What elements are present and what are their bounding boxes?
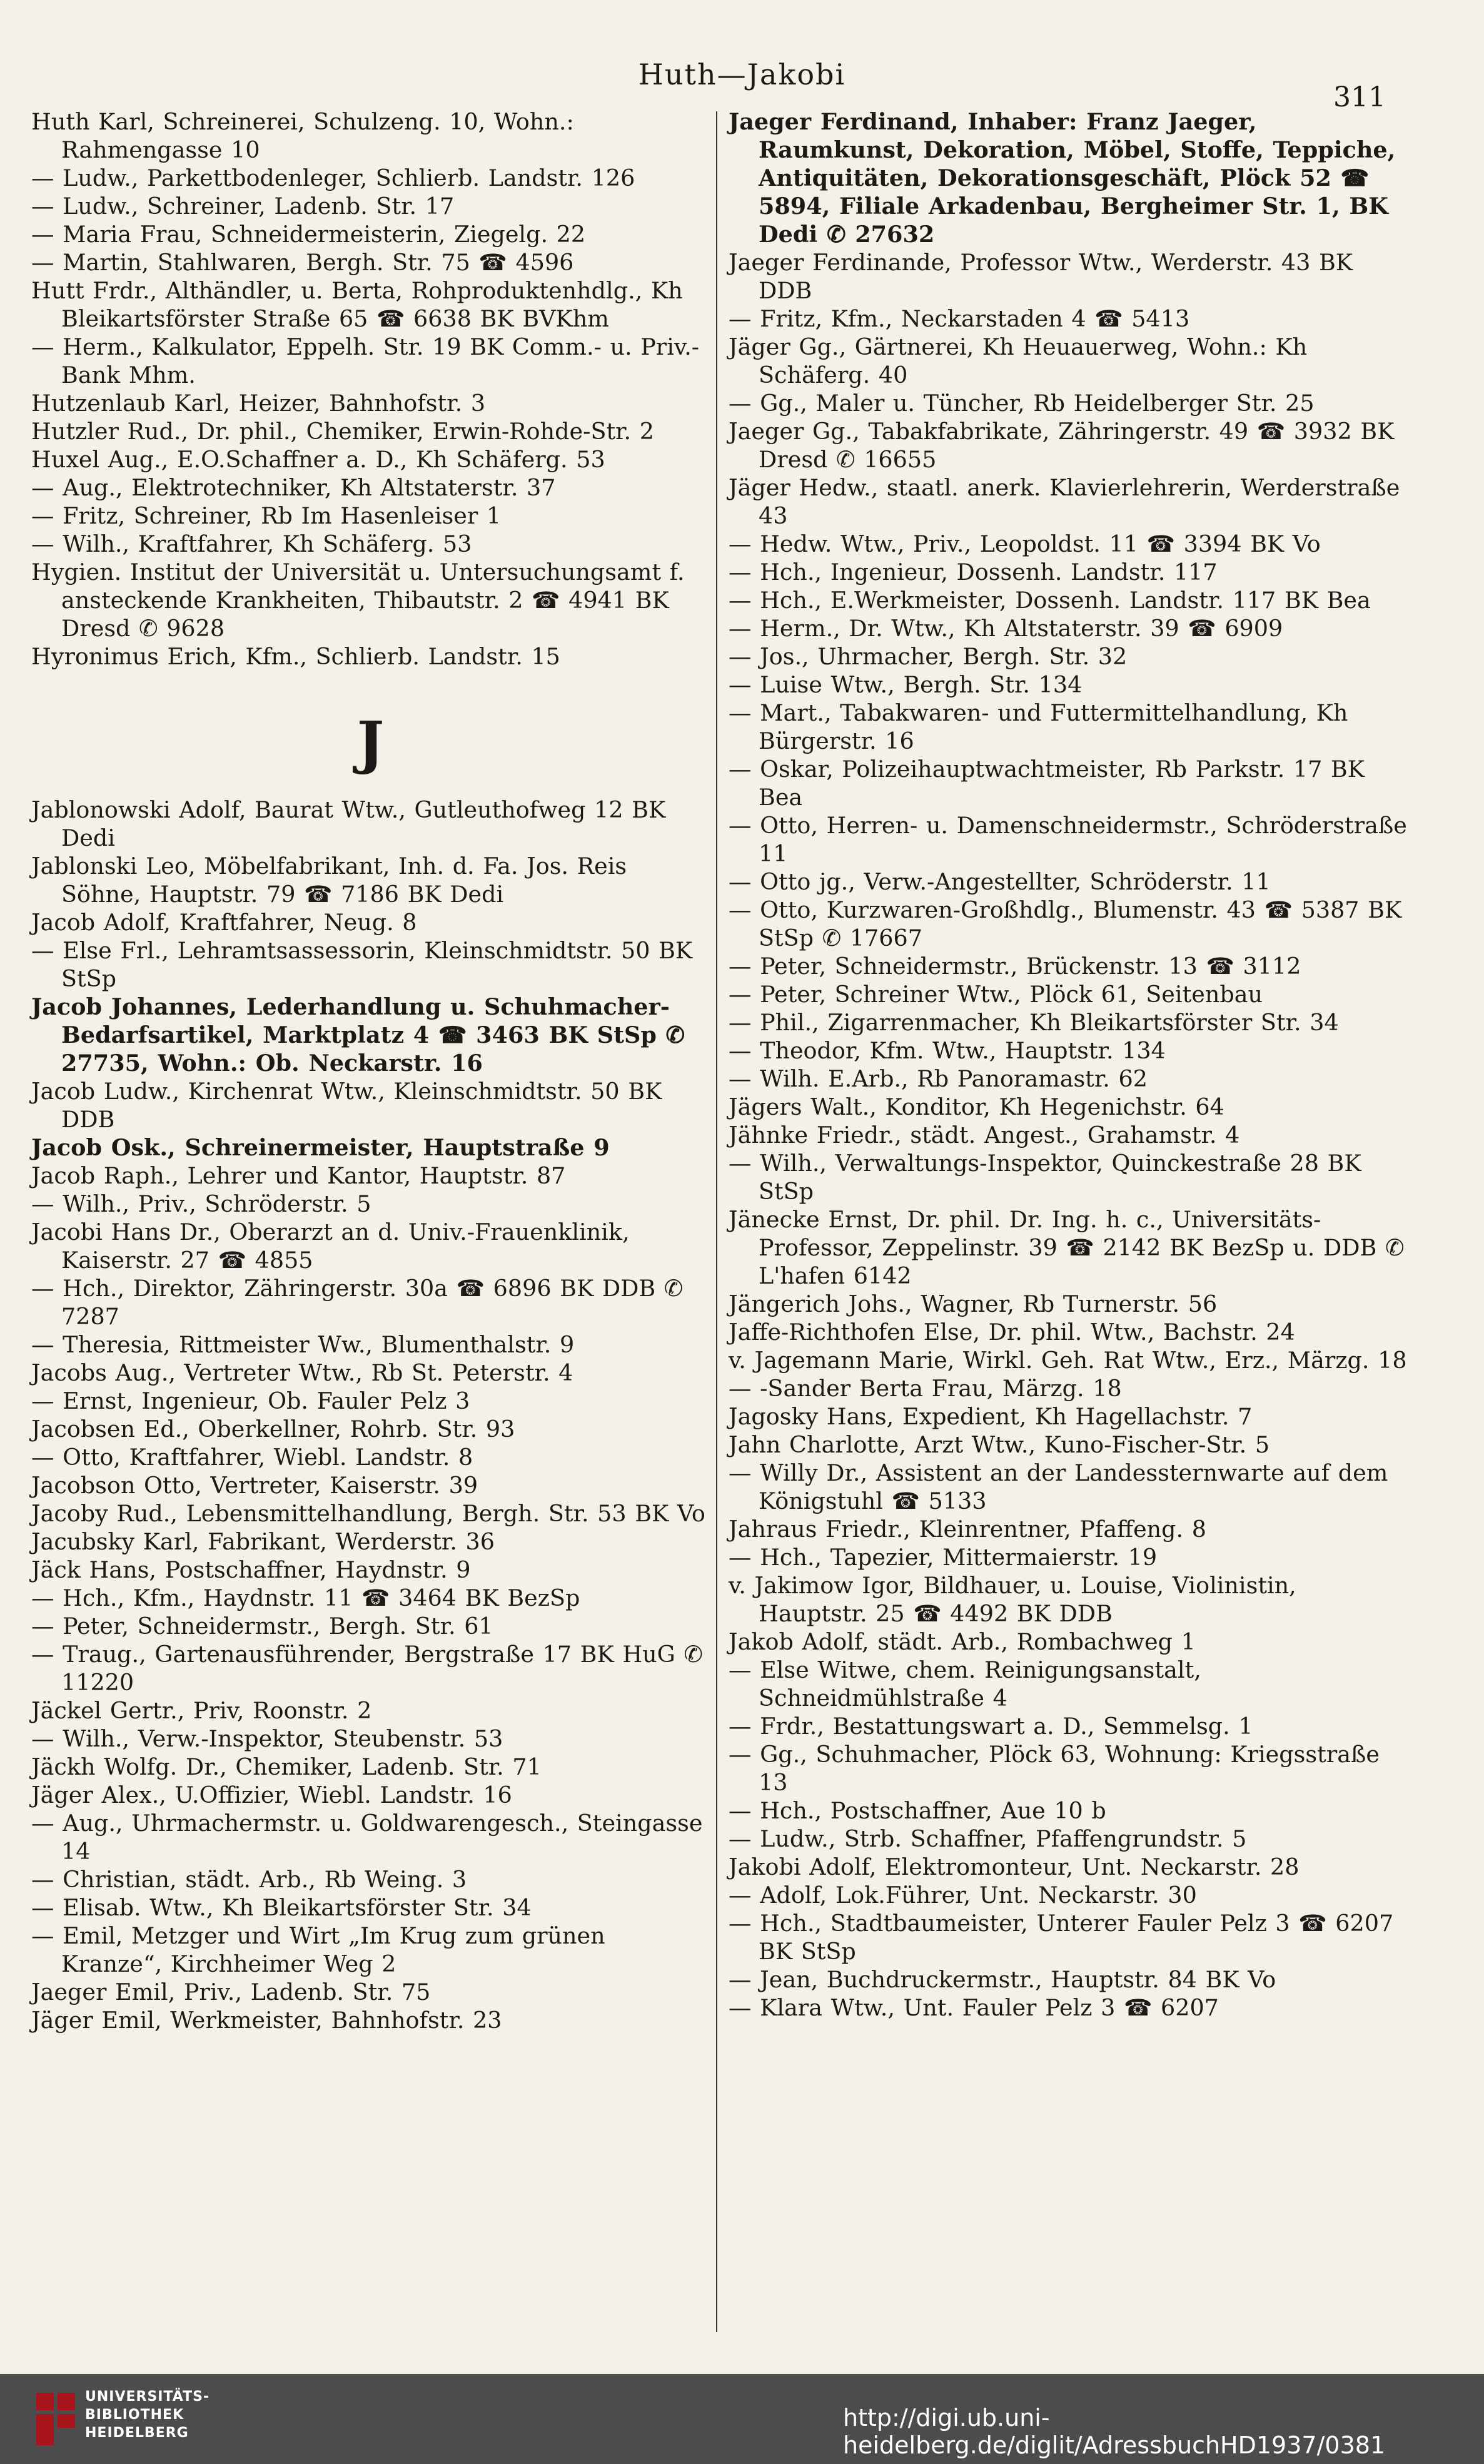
- directory-entry: Jäger Gg., Gärtnerei, Kh Heuauerweg, Wohn.: Kh Schäferg. 40: [729, 333, 1308, 388]
- directory-entry: Jahraus Friedr., Kleinrentner, Pfaffeng. 8: [729, 1516, 1206, 1543]
- directory-entry: Huth Karl, Schreinerei, Schulzeng. 10, Wohn.: Rahmengasse 10: [31, 108, 574, 163]
- directory-entry: — Willy Dr., Assistent an der Landessternwarte auf dem Königstuhl ☎ 5133: [729, 1459, 1388, 1514]
- directory-entry: — Hch., Kfm., Haydnstr. 11 ☎ 3464 BK BezSp: [31, 1584, 580, 1611]
- directory-entry: v. Jakimow Igor, Bildhauer, u. Louise, Violinistin, Hauptstr. 25 ☎ 4492 BK DDB: [729, 1572, 1296, 1627]
- directory-entry: — Herm., Kalkulator, Eppelh. Str. 19 BK Comm.- u. Priv.-Bank Mhm.: [31, 333, 700, 388]
- directory-entry: — Hch., Tapezier, Mittermaierstr. 19: [729, 1544, 1158, 1571]
- directory-entry: — Fritz, Schreiner, Rb Im Hasenleiser 1: [31, 502, 502, 529]
- directory-entry: — Klara Wtw., Unt. Fauler Pelz 3 ☎ 6207: [729, 1994, 1219, 2021]
- left-entries-j: [31, 796, 710, 2034]
- directory-entry: — Aug., Uhrmachermstr. u. Goldwarengesch., Steingasse 14: [31, 1810, 703, 1865]
- directory-entry: — Wilh. E.Arb., Rb Panoramastr. 62: [729, 1065, 1148, 1092]
- directory-entry: — Hch., Postschaffner, Aue 10 b: [729, 1797, 1106, 1824]
- directory-entry: — Herm., Dr. Wtw., Kh Altstaterstr. 39 ☎ 6909: [729, 615, 1283, 642]
- library-logo-icon: [36, 2393, 75, 2445]
- directory-entry: Jängerich Johs., Wagner, Rb Turnerstr. 56: [729, 1290, 1218, 1317]
- directory-entry: — Emil, Metzger und Wirt „Im Krug zum grünen Kranze“, Kirchheimer Weg 2: [31, 1922, 605, 1977]
- directory-entry: — Mart., Tabakwaren- und Futtermittelhandlung, Kh Bürgerstr. 16: [729, 699, 1348, 754]
- directory-entry: — Christian, städt. Arb., Rb Weing. 3: [31, 1866, 467, 1893]
- directory-entry: Jacob Raph., Lehrer und Kantor, Hauptstr. 87: [31, 1162, 566, 1189]
- directory-entry: Huxel Aug., E.O.Schaffner a. D., Kh Schäferg. 53: [31, 446, 605, 473]
- directory-entry: — Wilh., Verw.-Inspektor, Steubenstr. 53: [31, 1725, 503, 1752]
- directory-entry: v. Jagemann Marie, Wirkl. Geh. Rat Wtw., Erz., Märzg. 18: [729, 1347, 1407, 1374]
- directory-entry: Jäck Hans, Postschaffner, Haydnstr. 9: [31, 1556, 471, 1583]
- directory-entry: — Maria Frau, Schneidermeisterin, Ziegelg. 22: [31, 221, 586, 248]
- directory-entry: — Ludw., Strb. Schaffner, Pfaffengrundstr. 5: [729, 1825, 1247, 1852]
- directory-entry: — Adolf, Lok.Führer, Unt. Neckarstr. 30: [729, 1882, 1197, 1909]
- directory-entry: Jägers Walt., Konditor, Kh Hegenichstr. 64: [729, 1093, 1224, 1120]
- directory-entry: Jacobs Aug., Vertreter Wtw., Rb St. Peterstr. 4: [31, 1359, 573, 1386]
- directory-entry: Hutzenlaub Karl, Heizer, Bahnhofstr. 3: [31, 390, 486, 417]
- page-number: 311: [1333, 81, 1386, 113]
- directory-entry: Jacob Osk., Schreinermeister, Hauptstraße 9: [31, 1134, 610, 1161]
- directory-entry: Jaeger Ferdinand, Inhaber: Franz Jaeger, Raumkunst, Dekoration, Möbel, Stoffe, Teppiche, Antiquitäten, Dekorationsgeschäft, Plöck 52 ☎ 5894, Filiale Arkadenbau, Bergheimer Str. 1, BK Dedi ✆ 27632: [729, 108, 1396, 248]
- library-name-line2: BIBLIOTHEK: [85, 2407, 184, 2423]
- source-url-link[interactable]: http://digi.ub.uni-heidelberg.de/diglit/AdressbuchHD1937/0381: [843, 2404, 1386, 2459]
- left-column: [31, 108, 710, 2034]
- directory-entry: Jacoby Rud., Lebensmittelhandlung, Bergh. Str. 53 BK Vo: [31, 1500, 705, 1527]
- directory-entry: — Peter, Schneidermstr., Bergh. Str. 61: [31, 1613, 493, 1640]
- directory-entry: Jaeger Gg., Tabakfabrikate, Zähringerstr. 49 ☎ 3932 BK Dresd ✆ 16655: [729, 418, 1395, 473]
- directory-entry: Jablonowski Adolf, Baurat Wtw., Gutleuthofweg 12 BK Dedi: [31, 796, 666, 851]
- directory-entry: — Otto, Kraftfahrer, Wiebl. Landstr. 8: [31, 1444, 473, 1471]
- directory-entry: — Jean, Buchdruckermstr., Hauptstr. 84 BK Vo: [729, 1966, 1276, 1993]
- directory-entry: — Luise Wtw., Bergh. Str. 134: [729, 671, 1083, 698]
- directory-entry: Jaeger Emil, Priv., Ladenb. Str. 75: [31, 1979, 431, 2005]
- directory-entry: Jakobi Adolf, Elektromonteur, Unt. Neckarstr. 28: [729, 1853, 1300, 1880]
- column-divider: [716, 111, 717, 2332]
- directory-entry: — Hch., E.Werkmeister, Dossenh. Landstr. 117 BK Bea: [729, 587, 1371, 614]
- directory-entry: — Gg., Maler u. Tüncher, Rb Heidelberger Str. 25: [729, 390, 1315, 417]
- directory-entry: — Phil., Zigarrenmacher, Kh Bleikartsförster Str. 34: [729, 1009, 1339, 1036]
- section-letter-j: J: [356, 709, 385, 776]
- directory-entry: Jacob Adolf, Kraftfahrer, Neug. 8: [31, 909, 417, 936]
- directory-entry: Hutt Frdr., Althändler, u. Berta, Rohproduktenhdlg., Kh Bleikartsförster Straße 65 ☎ 6638 BK BVKhm: [31, 277, 683, 332]
- directory-entry: — Frdr., Bestattungswart a. D., Semmelsg. 1: [729, 1713, 1253, 1740]
- directory-entry: Jäger Hedw., staatl. anerk. Klavierlehrerin, Werderstraße 43: [729, 474, 1400, 529]
- right-column: [729, 108, 1407, 2022]
- directory-entry: Jacobson Otto, Vertreter, Kaiserstr. 39: [31, 1472, 478, 1499]
- directory-entry: — Ernst, Ingenieur, Ob. Fauler Pelz 3: [31, 1387, 470, 1414]
- directory-entry: — Traug., Gartenausführender, Bergstraße 17 BK HuG ✆ 11220: [31, 1641, 704, 1696]
- footer-bar: [0, 2374, 1484, 2464]
- directory-entry: Hyronimus Erich, Kfm., Schlierb. Landstr. 15: [31, 643, 560, 670]
- directory-entry: — Fritz, Kfm., Neckarstaden 4 ☎ 5413: [729, 305, 1190, 332]
- directory-entry: Jablonski Leo, Möbelfabrikant, Inh. d. Fa. Jos. Reis Söhne, Hauptstr. 79 ☎ 7186 BK Dedi: [31, 853, 627, 908]
- directory-entry: Jagosky Hans, Expedient, Kh Hagellachstr. 7: [729, 1403, 1253, 1430]
- directory-entry: Jacobi Hans Dr., Oberarzt an d. Univ.-Frauenklinik, Kaiserstr. 27 ☎ 4855: [31, 1219, 630, 1274]
- library-name: [85, 2388, 209, 2442]
- directory-entry: — Wilh., Verwaltungs-Inspektor, Quinckestraße 28 BK StSp: [729, 1150, 1361, 1205]
- directory-entry: — Gg., Schuhmacher, Plöck 63, Wohnung: Kriegsstraße 13: [729, 1741, 1380, 1796]
- directory-entry: Jaeger Ferdinande, Professor Wtw., Werderstr. 43 BK DDB: [729, 249, 1353, 304]
- directory-entry: Jänecke Ernst, Dr. phil. Dr. Ing. h. c., Universitäts-Professor, Zeppelinstr. 39 ☎ 2142 BK BezSp u. DDB ✆ L'hafen 6142: [729, 1206, 1405, 1289]
- directory-entry: — Ludw., Parkettbodenleger, Schlierb. Landstr. 126: [31, 165, 635, 191]
- directory-entry: Jähnke Friedr., städt. Angest., Grahamstr. 4: [729, 1122, 1240, 1148]
- directory-entry: — Elisab. Wtw., Kh Bleikartsförster Str. 34: [31, 1894, 532, 1921]
- directory-entry: — Otto jg., Verw.-Angestellter, Schröderstr. 11: [729, 868, 1271, 895]
- directory-entry: Hygien. Institut der Universität u. Untersuchungsamt f. ansteckende Krankheiten, Thibautstr. 2 ☎ 4941 BK Dresd ✆ 9628: [31, 559, 685, 642]
- page-header-title: Huth—Jakobi: [638, 58, 846, 91]
- directory-entry: Jäger Alex., U.Offizier, Wiebl. Landstr. 16: [31, 1782, 512, 1808]
- directory-entry: — Theresia, Rittmeister Ww., Blumenthalstr. 9: [31, 1331, 575, 1358]
- directory-entry: Jakob Adolf, städt. Arb., Rombachweg 1: [729, 1628, 1196, 1655]
- right-entries: [729, 108, 1407, 2022]
- directory-entry: — Otto, Herren- u. Damenschneidermstr., Schröderstraße 11: [729, 812, 1407, 867]
- directory-entry: — Hch., Direktor, Zähringerstr. 30a ☎ 6896 BK DDB ✆ 7287: [31, 1275, 684, 1330]
- directory-entry: — Oskar, Polizeihauptwachtmeister, Rb Parkstr. 17 BK Bea: [729, 756, 1365, 811]
- directory-entry: — Hch., Stadtbaumeister, Unterer Fauler Pelz 3 ☎ 6207 BK StSp: [729, 1910, 1394, 1965]
- directory-entry: Hutzler Rud., Dr. phil., Chemiker, Erwin-Rohde-Str. 2: [31, 418, 654, 445]
- directory-entry: — Martin, Stahlwaren, Bergh. Str. 75 ☎ 4596: [31, 249, 574, 276]
- directory-entry: — Ludw., Schreiner, Ladenb. Str. 17: [31, 193, 455, 220]
- directory-entry: — Else Frl., Lehramtsassessorin, Kleinschmidtstr. 50 BK StSp: [31, 937, 693, 992]
- directory-entry: — Jos., Uhrmacher, Bergh. Str. 32: [729, 643, 1128, 670]
- directory-entry: Jacobsen Ed., Oberkellner, Rohrb. Str. 93: [31, 1416, 515, 1442]
- directory-entry: Jäckh Wolfg. Dr., Chemiker, Ladenb. Str. 71: [31, 1753, 542, 1780]
- directory-entry: — Else Witwe, chem. Reinigungsanstalt, Schneidmühlstraße 4: [729, 1656, 1201, 1711]
- directory-entry: Jäger Emil, Werkmeister, Bahnhofstr. 23: [31, 2007, 502, 2034]
- library-name-line1: UNIVERSITÄTS-: [85, 2389, 210, 2405]
- directory-entry: — Hedw. Wtw., Priv., Leopoldst. 11 ☎ 3394 BK Vo: [729, 530, 1321, 557]
- directory-entry: — Peter, Schneidermstr., Brückenstr. 13 ☎ 3112: [729, 953, 1301, 980]
- directory-entry: Jäckel Gertr., Priv, Roonstr. 2: [31, 1697, 372, 1724]
- directory-entry: — Hch., Ingenieur, Dossenh. Landstr. 117: [729, 559, 1218, 586]
- directory-entry: Jacob Ludw., Kirchenrat Wtw., Kleinschmidtstr. 50 BK DDB: [31, 1078, 662, 1133]
- library-name-line3: HEIDELBERG: [85, 2425, 189, 2441]
- directory-entry: Jaffe-Richthofen Else, Dr. phil. Wtw., Bachstr. 24: [729, 1319, 1295, 1346]
- directory-entry: Jahn Charlotte, Arzt Wtw., Kuno-Fischer-Str. 5: [729, 1431, 1270, 1458]
- directory-entry: — Peter, Schreiner Wtw., Plöck 61, Seitenbau: [729, 981, 1263, 1008]
- directory-entry: Jacob Johannes, Lederhandlung u. Schuhmacher-Bedarfsartikel, Marktplatz 4 ☎ 3463 BK StSp ✆ 27735, Wohn.: Ob. Neckarstr. 16: [31, 993, 685, 1077]
- directory-entry: — -Sander Berta Frau, Märzg. 18: [729, 1375, 1122, 1402]
- directory-entry: — Wilh., Kraftfahrer, Kh Schäferg. 53: [31, 530, 472, 557]
- directory-entry: Jacubsky Karl, Fabrikant, Werderstr. 36: [31, 1528, 495, 1555]
- directory-entry: — Wilh., Priv., Schröderstr. 5: [31, 1190, 371, 1217]
- directory-entry: — Otto, Kurzwaren-Großhdlg., Blumenstr. 43 ☎ 5387 BK StSp ✆ 17667: [729, 896, 1402, 951]
- directory-entry: — Aug., Elektrotechniker, Kh Altstaterstr. 37: [31, 474, 556, 501]
- left-entries-h: [31, 108, 710, 671]
- directory-entry: — Theodor, Kfm. Wtw., Hauptstr. 134: [729, 1037, 1166, 1064]
